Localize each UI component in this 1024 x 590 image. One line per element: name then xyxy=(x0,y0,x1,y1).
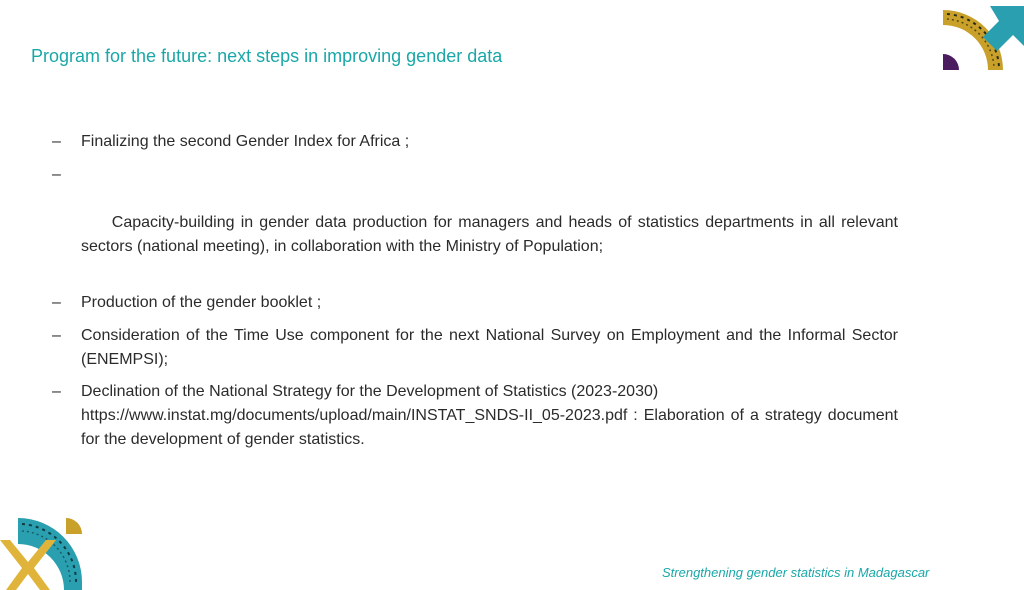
list-item xyxy=(52,163,903,283)
list-item-text: Consideration of the Time Use component for the next National Survey on Employment and the Informal Sector (ENEMPSI); xyxy=(81,326,898,368)
gender-logo-icon xyxy=(0,516,84,590)
list-item xyxy=(52,291,898,315)
list-item xyxy=(52,380,898,452)
dash-marker: – xyxy=(52,383,61,400)
slide-title: Program for the future: next steps in improving gender data xyxy=(31,46,503,66)
dash-marker: – xyxy=(52,165,61,183)
gender-logo-icon xyxy=(941,6,1024,72)
list-item-text: Finalizing the second Gender Index for Africa ; xyxy=(81,133,410,150)
bullet-list xyxy=(52,130,903,461)
dash-marker: – xyxy=(52,326,61,344)
footer-text: Strengthening gender statistics in Madagascar xyxy=(662,565,930,580)
list-item-link-text: https://www.instat.mg/documents/upload/main/INSTAT_SNDS-II_05-2023.pdf : Elaboration of a strategy document for the development of gender statistics. xyxy=(81,407,898,448)
dash-marker: – xyxy=(52,133,61,150)
list-item xyxy=(52,130,898,154)
list-item-text: Capacity-building in gender data production for managers and heads of statistics departments in all relevant sectors (national meeting), in collaboration with the Ministry of Population; xyxy=(81,213,903,255)
dash-marker: – xyxy=(52,294,61,311)
list-item-text: Production of the gender booklet ; xyxy=(81,294,322,311)
list-item xyxy=(52,324,898,372)
list-item-line-1: Declination of the National Strategy for the Development of Statistics (2023-2030) xyxy=(81,383,659,400)
